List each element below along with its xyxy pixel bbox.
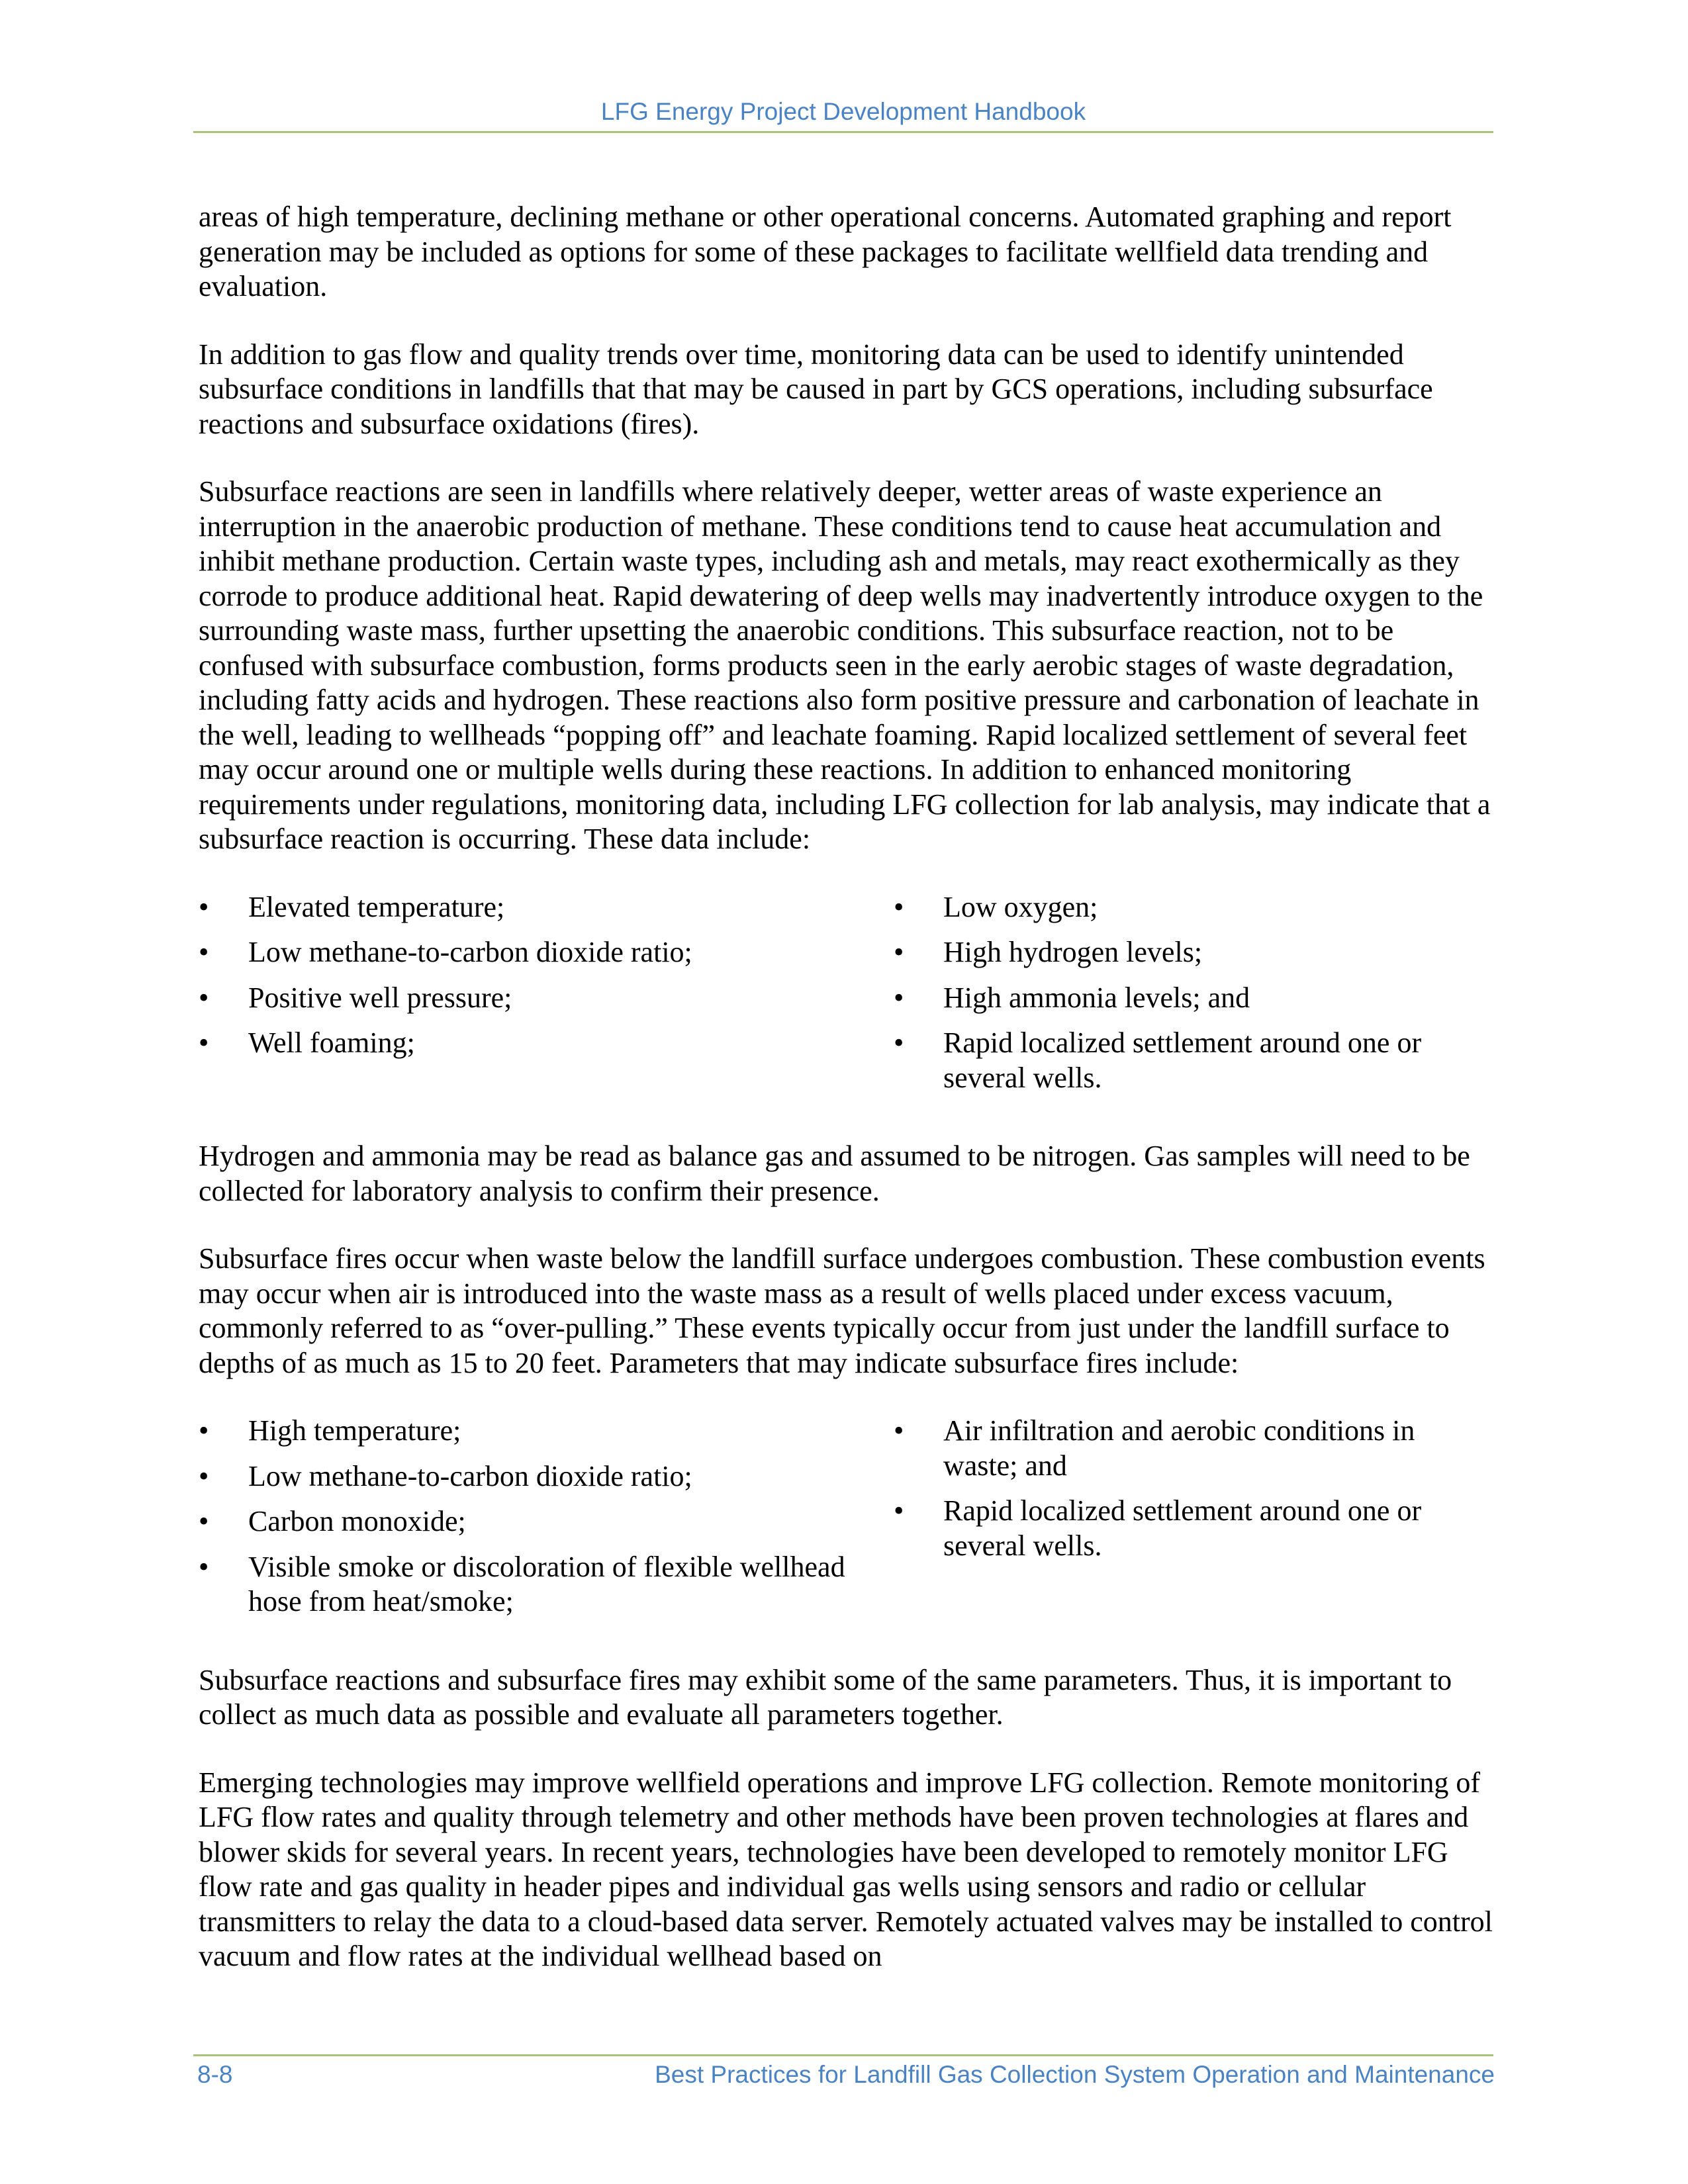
list-item-text: Carbon monoxide; <box>248 1505 466 1537</box>
list-item <box>199 1459 894 1494</box>
list-item-text: High ammonia levels; and <box>943 981 1250 1014</box>
list-item <box>894 1026 1489 1095</box>
list-item <box>199 1026 894 1061</box>
paragraph-7: Emerging technologies may improve wellfield operations and improve LFG collection. Remote monitoring of LFG flow rates and quality through telemetry and other methods have been proven technologies at flares and blower skids for several years. In recent years, technologies have been developed to remotely monitor LFG flow rate and gas quality in header pipes and individual gas wells using sensors and radio or cellular transmitters to relay the data to a cloud-based data server. Remotely actuated valves may be installed to control vacuum and flow rates at the individual wellhead based on <box>199 1766 1493 1972</box>
list-item <box>894 1494 1489 1563</box>
bullet-icon: • <box>199 1026 209 1059</box>
list-item <box>894 981 1489 1016</box>
list-item-text: High hydrogen levels; <box>943 936 1203 968</box>
bullet-icon: • <box>894 981 904 1014</box>
paragraph-5: Subsurface fires occur when waste below the landfill surface undergoes combustion. These combustion events may occur when air is introduced into the waste mass as a result of wells placed under excess vacuum, commonly referred to as “over-pulling.” These events typically occur from just under the landfill surface to depths of as much as 15 to 20 feet. Parameters that may indicate subsurface fires include: <box>199 1242 1485 1379</box>
reaction-indicators-list <box>199 890 1497 1107</box>
paragraph-6: Subsurface reactions and subsurface fires may exhibit some of the same parameters. Thus, it is important to collect as much data as possible and evaluate all parameters together. <box>199 1663 1452 1731</box>
list-item <box>199 935 894 970</box>
list-item-text: Rapid localized settlement around one or several wells. <box>943 1026 1422 1094</box>
paragraph-3: Subsurface reactions are seen in landfills where relatively deeper, wetter areas of waste experience an interruption in the anaerobic production of methane. These conditions tend to cause heat accumulation and inhibit methane production. Certain waste types, including ash and metals, may react exothermically as they corrode to produce additional heat. Rapid dewatering of deep wells may inadvertently introduce oxygen to the surrounding waste mass, further upsetting the anaerobic conditions. This subsurface reaction, not to be confused with subsurface combustion, forms products seen in the early aerobic stages of waste degradation, including fatty acids and hydrogen. These reactions also form positive pressure and carbonation of leachate in the well, leading to wellheads “popping off” and leachate foaming. Rapid localized settlement of several feet may occur around one or multiple wells during these reactions. In addition to enhanced monitoring requirements under regulations, monitoring data, including LFG collection for lab analysis, may indicate that a subsurface reaction is occurring. These data include: <box>199 475 1491 855</box>
list-item-text: High temperature; <box>248 1414 461 1447</box>
fire-indicators-left-column <box>199 1414 894 1630</box>
list-item-text: Low methane-to-carbon dioxide ratio; <box>248 1459 692 1492</box>
bullet-icon: • <box>199 981 209 1014</box>
list-item-text: Rapid localized settlement around one or several wells. <box>943 1494 1422 1562</box>
fire-indicators-right-column <box>894 1414 1489 1630</box>
bullet-icon: • <box>894 1026 904 1059</box>
paragraph-1: areas of high temperature, declining methane or other operational concerns. Automated graphing and report generation may be included as options for some of these packages to facilitate wellfield data trending and evaluation. <box>199 201 1452 302</box>
list-item <box>199 1504 894 1539</box>
bullet-icon: • <box>894 936 904 968</box>
bullet-icon: • <box>199 890 209 923</box>
reaction-indicators-left-column <box>199 890 894 1107</box>
bullet-icon: • <box>894 890 904 923</box>
footer-title: Best Practices for Landfill Gas Collection System Operation and Maintenance <box>655 2061 1495 2088</box>
list-item <box>199 890 894 925</box>
list-item <box>894 935 1489 970</box>
list-item <box>199 981 894 1016</box>
fire-indicators-list <box>199 1414 1497 1630</box>
list-item <box>199 1414 894 1449</box>
paragraph-2: In addition to gas flow and quality trends over time, monitoring data can be used to identify unintended subsurface conditions in landfills that that may be caused in part by GCS operations, including subsurface reactions and subsurface oxidations (fires). <box>199 338 1433 440</box>
page-number: 8-8 <box>197 2061 233 2088</box>
bullet-icon: • <box>199 1414 209 1447</box>
list-item-text: Elevated temperature; <box>248 890 505 923</box>
bullet-icon: • <box>199 1459 209 1492</box>
reaction-indicators-right-column <box>894 890 1489 1107</box>
bullet-icon: • <box>199 936 209 968</box>
page-body <box>199 200 1497 2007</box>
bullet-icon: • <box>199 1550 209 1583</box>
list-item <box>894 890 1489 925</box>
list-item <box>199 1550 894 1619</box>
list-item-text: Visible smoke or discoloration of flexible wellhead hose from heat/smoke; <box>248 1550 845 1617</box>
bullet-icon: • <box>894 1494 904 1527</box>
paragraph-4: Hydrogen and ammonia may be read as balance gas and assumed to be nitrogen. Gas samples will need to be collected for laboratory analysis to confirm their presence. <box>199 1140 1470 1207</box>
list-item-text: Low oxygen; <box>943 890 1098 923</box>
header-rule <box>193 131 1493 133</box>
bullet-icon: • <box>199 1505 209 1537</box>
list-item-text: Well foaming; <box>248 1026 415 1059</box>
footer-rule <box>193 2054 1493 2056</box>
list-item-text: Positive well pressure; <box>248 981 512 1014</box>
list-item <box>894 1414 1489 1483</box>
list-item-text: Low methane-to-carbon dioxide ratio; <box>248 936 692 968</box>
list-item-text: Air infiltration and aerobic conditions in waste; and <box>943 1414 1415 1482</box>
bullet-icon: • <box>894 1414 904 1447</box>
page-header-title: LFG Energy Project Development Handbook <box>600 98 1086 125</box>
